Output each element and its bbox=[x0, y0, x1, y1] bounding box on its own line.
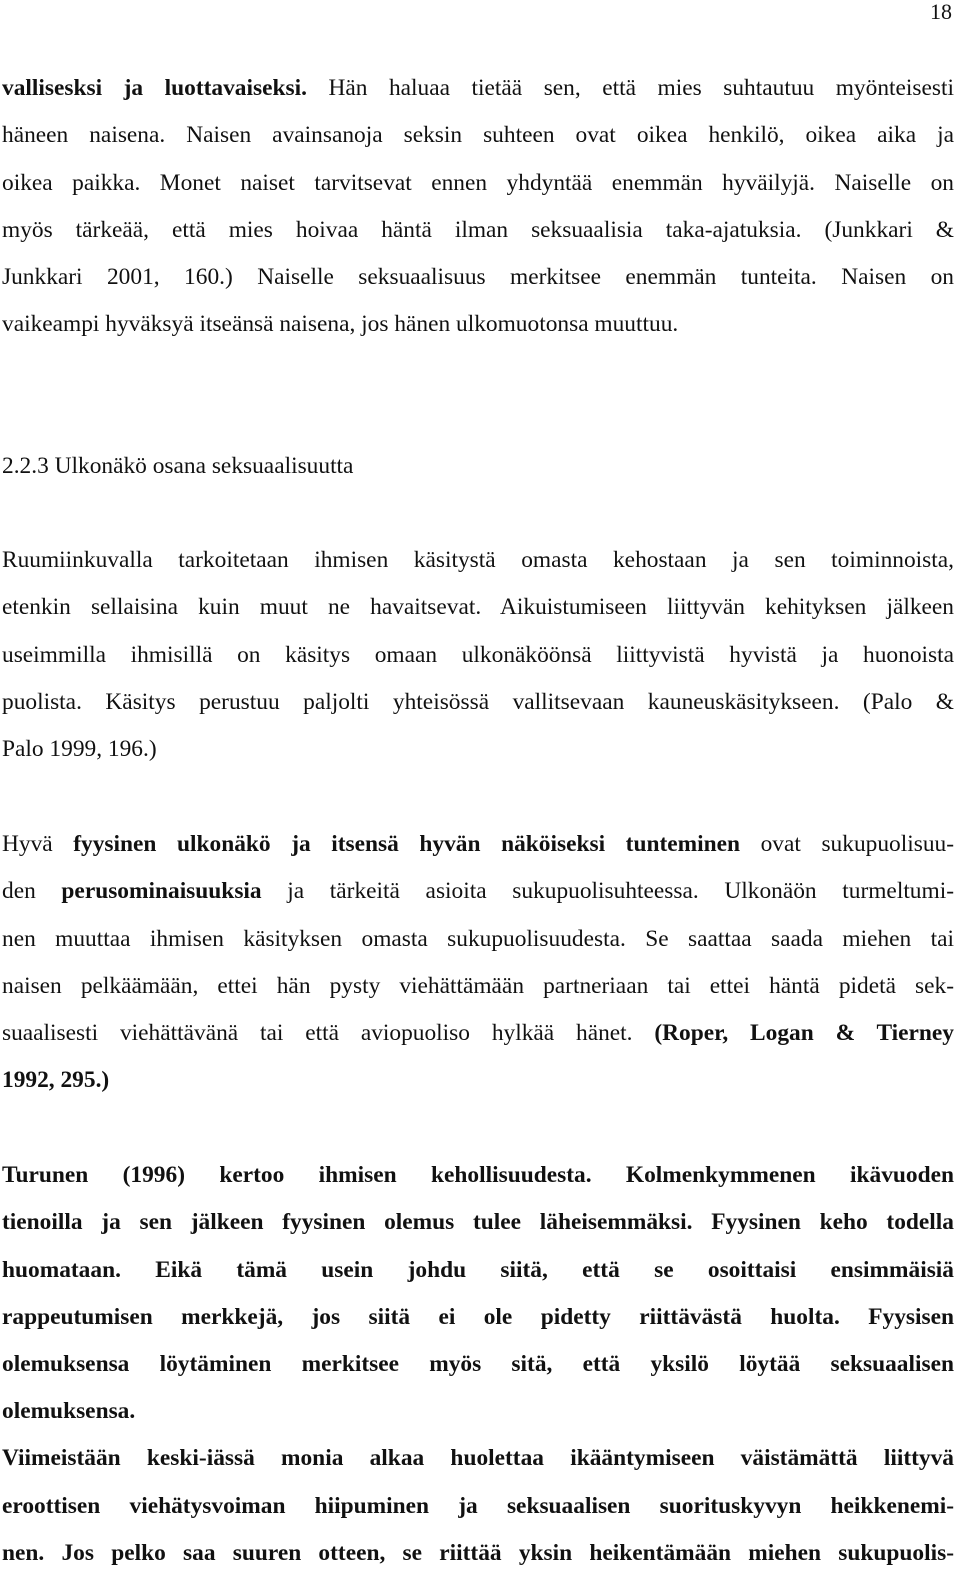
paragraph-line: vaikeampi hyväksyä itseänsä naisena, jos hänen ulkomuotonsa muuttuu. bbox=[2, 311, 679, 337]
section-heading: 2.2.3 Ulkonäkö osana seksuaalisuutta bbox=[2, 453, 354, 479]
text-run: ovat sukupuolisuu- bbox=[740, 831, 954, 857]
paragraph-line: huomataan. Eikä tämä usein johdu siitä, että se osoittaisi ensimmäisiä bbox=[2, 1257, 954, 1283]
paragraph-line: etenkin sellaisina kuin muut ne havaitsevat. Aikuistumiseen liittyvän kehityksen jälkeen bbox=[2, 594, 954, 620]
paragraph-line: tienoilla ja sen jälkeen fyysinen olemus tulee läheisemmäksi. Fyysinen keho todella bbox=[2, 1209, 954, 1235]
bold-phrase: vallisesksi ja luottavaiseksi. bbox=[2, 75, 307, 101]
paragraph-line: Turunen (1996) kertoo ihmisen kehollisuudesta. Kolmenkymmenen ikävuoden bbox=[2, 1162, 954, 1188]
text-run: Hän haluaa tietää sen, että mies suhtautuu myönteisesti bbox=[306, 75, 954, 101]
paragraph-line: nen muuttaa ihmisen käsityksen omasta sukupuolisuudesta. Se saattaa saada miehen tai bbox=[2, 926, 954, 952]
text-run: suaalisesti viehättävänä tai että aviopuoliso hylkää hänet. bbox=[2, 1020, 655, 1046]
paragraph-line bbox=[2, 830, 954, 858]
paragraph-line: myös tärkeää, että mies hoivaa häntä ilman seksuaalisia taka-ajatuksia. (Junkkari & bbox=[2, 217, 954, 243]
paragraph-line: useimmilla ihmisillä on käsitys omaan ulkonäköönsä liittyvistä hyvistä ja huonoista bbox=[2, 642, 954, 668]
paragraph-line: puolista. Käsitys perustuu paljolti yhteisössä vallitsevaan kauneuskäsitykseen. (Palo & bbox=[2, 689, 954, 715]
paragraph-line: nen. Jos pelko saa suuren otteen, se riittää yksin heikentämään miehen sukupuolis- bbox=[2, 1540, 954, 1566]
bold-citation-line: 1992, 295.) bbox=[2, 1067, 110, 1093]
paragraph-line bbox=[2, 877, 954, 905]
paragraph-line: olemuksensa. bbox=[2, 1398, 136, 1424]
paragraph-line: Palo 1999, 196.) bbox=[2, 736, 157, 762]
paragraph-line: eroottisen viehätysvoiman hiipuminen ja seksuaalisen suorituskyvyn heikkenemi- bbox=[2, 1493, 954, 1519]
paragraph-line: Ruumiinkuvalla tarkoitetaan ihmisen käsitystä omasta kehostaan ja sen toiminnoista, bbox=[2, 547, 954, 573]
text-run: Hyvä bbox=[2, 831, 74, 857]
paragraph-line: rappeutumisen merkkejä, jos siitä ei ole pidetty riittävästä huolta. Fyysisen bbox=[2, 1304, 954, 1330]
paragraph-line bbox=[2, 1019, 954, 1047]
page-number: 18 bbox=[930, 0, 952, 24]
paragraph-line bbox=[2, 74, 954, 102]
bold-phrase: fyysinen ulkonäkö ja itsensä hyvän näköiseksi tunteminen bbox=[73, 831, 741, 857]
paragraph-line: Viimeistään keski-iässä monia alkaa huolettaa ikääntymiseen väistämättä liittyvä bbox=[2, 1445, 954, 1471]
bold-phrase: perusominaisuuksia bbox=[61, 878, 262, 904]
paragraph-line: häneen naisena. Naisen avainsanoja seksin suhteen ovat oikea henkilö, oikea aika ja bbox=[2, 122, 954, 148]
bold-citation: (Roper, Logan & Tierney bbox=[654, 1020, 954, 1046]
text-run: ja tärkeitä asioita sukupuolisuhteessa. Ulkonäön turmeltumi- bbox=[261, 878, 954, 904]
paragraph-line: oikea paikka. Monet naiset tarvitsevat ennen yhdyntää enemmän hyväilyjä. Naiselle on bbox=[2, 170, 954, 196]
paragraph-line: naisen pelkäämään, ettei hän pysty viehättämään partneriaan tai ettei häntä pidetä sek- bbox=[2, 973, 954, 999]
text-run: den bbox=[2, 878, 62, 904]
paragraph-line: Junkkari 2001, 160.) Naiselle seksuaalisuus merkitsee enemmän tunteita. Naisen on bbox=[2, 264, 954, 290]
paragraph-line: olemuksensa löytäminen merkitsee myös sitä, että yksilö löytää seksuaalisen bbox=[2, 1351, 954, 1377]
